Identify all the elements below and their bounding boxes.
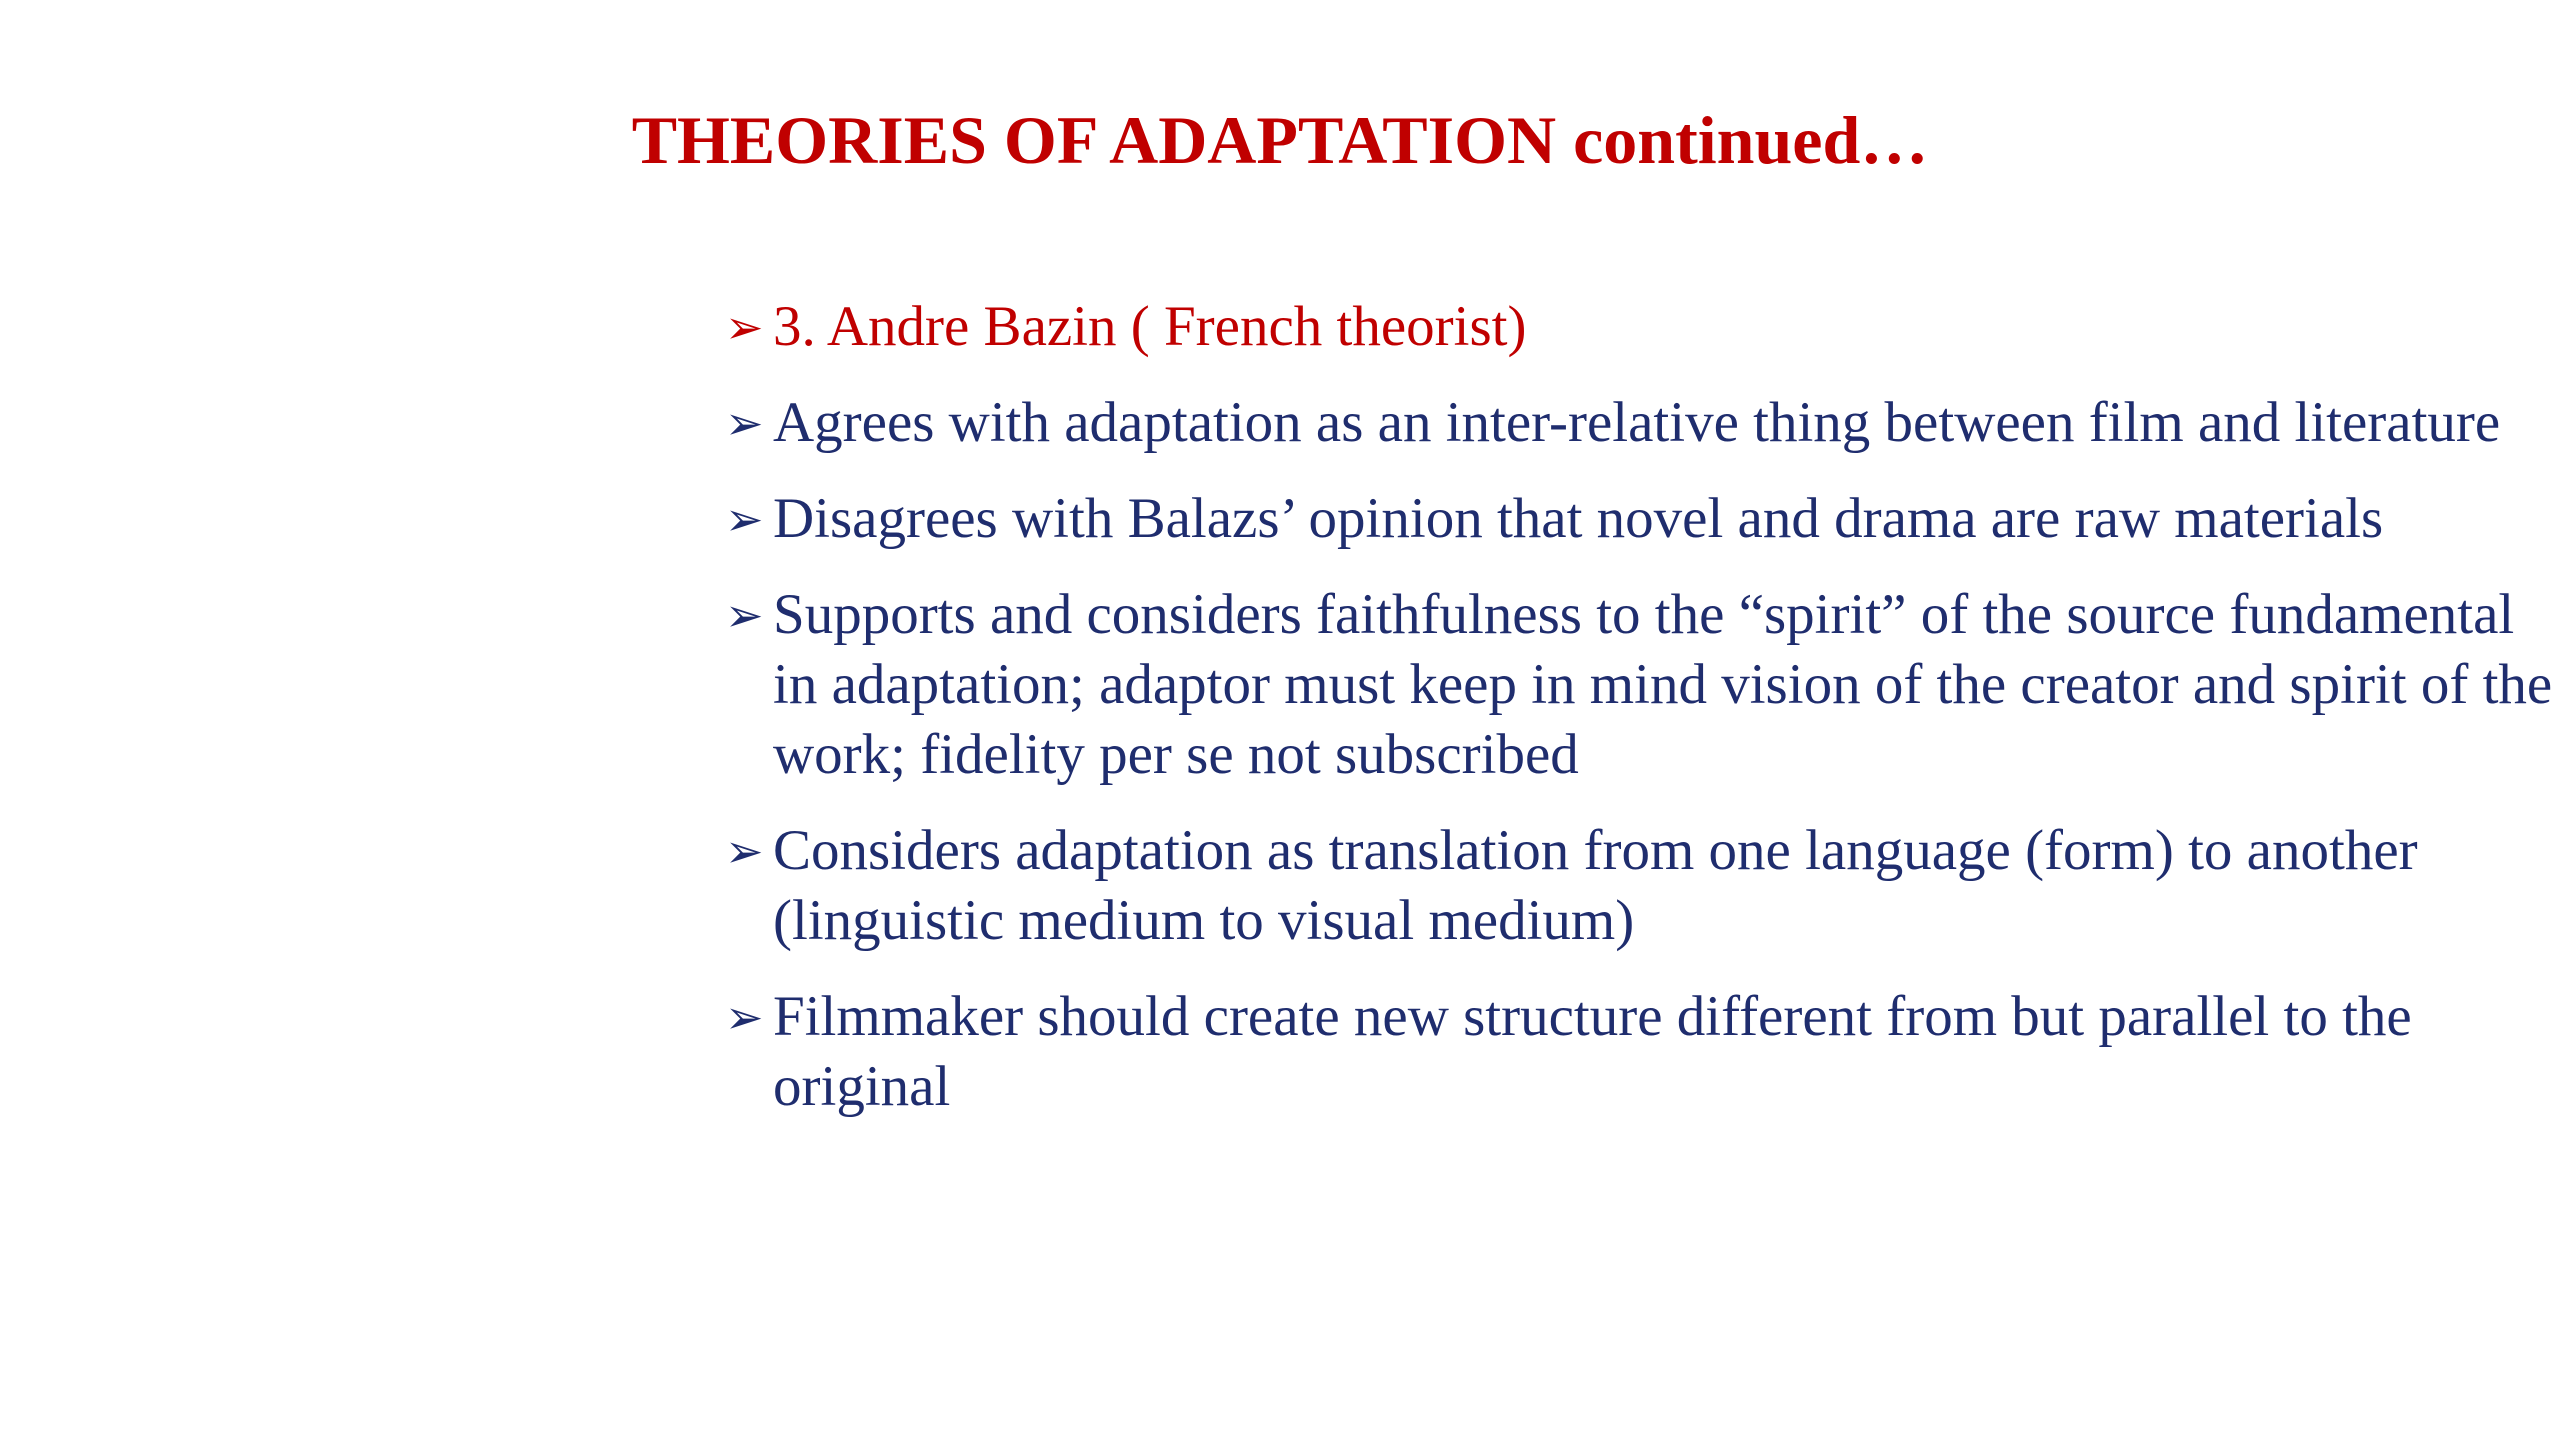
bullet-text: Supports and considers faithfulness to the “spirit” of the source fundamental in adaptation; adaptor must keep in mind vision of the creator and spirit of the work; fidelity per se not subscribed	[773, 583, 2553, 786]
arrowhead-bullet-icon: ➢	[725, 396, 764, 450]
bullet-text: Considers adaptation as translation from one language (form) to another (linguistic medium to visual medium)	[773, 819, 2418, 952]
bullet-item-supports	[725, 580, 2555, 790]
bullet-item-disagrees	[725, 484, 2555, 554]
bullet-text: 3. Andre Bazin ( French theorist)	[773, 295, 1527, 358]
bullet-item-filmmaker	[725, 982, 2555, 1122]
bullet-item-agrees	[725, 388, 2555, 458]
bullet-list	[725, 292, 2555, 1148]
slide-title: THEORIES OF ADAPTATION continued…	[631, 102, 1929, 178]
bullet-text: Agrees with adaptation as an inter-relative thing between film and literature	[773, 391, 2501, 454]
bullet-item-bazin-heading	[725, 292, 2555, 362]
bullet-text: Disagrees with Balazs’ opinion that novel and drama are raw materials	[773, 487, 2384, 550]
bullet-text: Filmmaker should create new structure different from but parallel to the original	[773, 985, 2412, 1118]
arrowhead-bullet-icon: ➢	[725, 300, 764, 354]
bullet-item-translation	[725, 816, 2555, 956]
arrowhead-bullet-icon: ➢	[725, 588, 764, 642]
arrowhead-bullet-icon: ➢	[725, 824, 764, 878]
arrowhead-bullet-icon: ➢	[725, 990, 764, 1044]
arrowhead-bullet-icon: ➢	[725, 492, 764, 546]
